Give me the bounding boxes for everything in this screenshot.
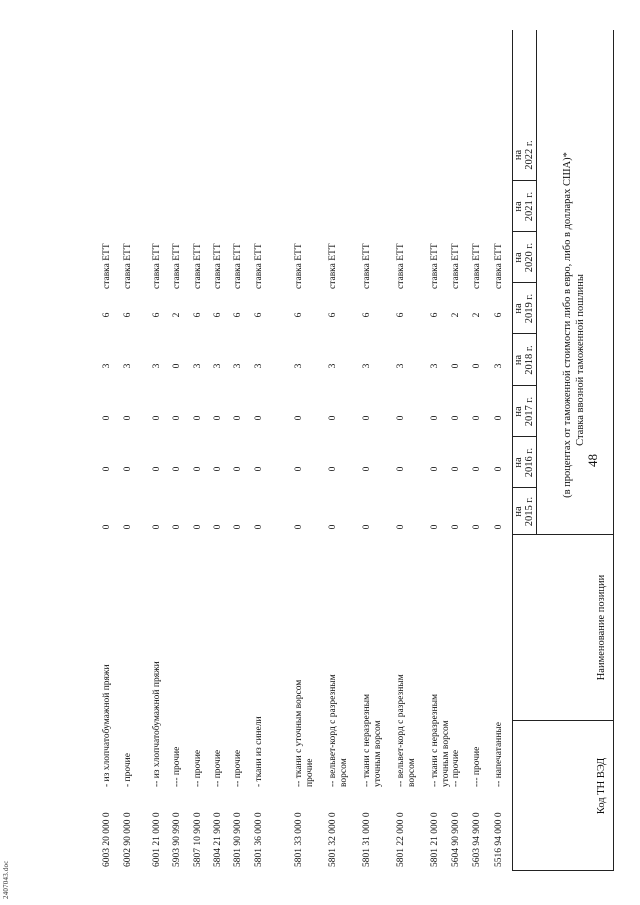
- rate-cell-2015: 0: [213, 524, 223, 530]
- rate-cell-ett: ставка ЕТТ: [152, 243, 162, 289]
- page-number: 48: [585, 454, 600, 467]
- year-header: [513, 490, 535, 533]
- rate-cell-2018: 3: [102, 363, 112, 369]
- rate-cell-2017: 0: [213, 415, 223, 421]
- rate-cell-ett: ставка ЕТТ: [233, 243, 243, 289]
- hs-code-cell: 5807 10 900 0: [193, 812, 203, 867]
- rate-cell-2018: 3: [152, 363, 162, 369]
- rate-cell-2015: 0: [472, 524, 482, 530]
- year-header: [513, 131, 535, 179]
- item-name-cell: --- прочие: [472, 746, 482, 787]
- rate-cell-2017: 0: [430, 415, 440, 421]
- header-rate-title: Ставка ввозной таможенной пошлины: [575, 274, 586, 446]
- rate-cell-2015: 0: [152, 524, 162, 530]
- rate-cell-2015: 0: [494, 524, 504, 530]
- year-header-label: 2022 г.: [524, 140, 535, 170]
- rate-cell-2015: 0: [172, 524, 182, 530]
- rate-cell-2017: 0: [451, 415, 461, 421]
- item-name-cell: -- напечатанные: [494, 722, 504, 787]
- hs-code-cell: 5516 94 000 0: [494, 812, 504, 867]
- item-name-cell: -- вельвет-корд с разрезным ворсом: [396, 674, 417, 787]
- rate-cell-2015: 0: [328, 524, 338, 530]
- rate-cell-2018: 3: [362, 363, 372, 369]
- rate-cell-2016: 0: [213, 466, 223, 472]
- rate-cell-2019: 2: [451, 312, 461, 318]
- code-name-divider: [512, 720, 613, 721]
- year-header: [513, 336, 535, 384]
- rate-cell-2018: 0: [451, 363, 461, 369]
- hs-code-cell: 6002 90 000 0: [123, 812, 133, 867]
- hs-code-cell: 5801 90 900 0: [233, 812, 243, 867]
- year-col-divider: [512, 282, 536, 283]
- table-top-line: [613, 30, 614, 871]
- rate-cell-ett: ставка ЕТТ: [254, 243, 264, 289]
- rate-cell-ett: ставка ЕТТ: [172, 243, 182, 289]
- year-col-divider: [512, 385, 536, 386]
- year-header-label: 2018 г.: [524, 345, 535, 375]
- year-header: [513, 183, 535, 230]
- rate-cell-2016: 0: [328, 466, 338, 472]
- rate-cell-2018: 3: [254, 363, 264, 369]
- item-name-cell: - ткани из синели: [254, 716, 264, 787]
- rate-cell-2016: 0: [494, 466, 504, 472]
- year-header-label: 2021 г.: [524, 191, 535, 222]
- item-name-cell: -- прочие: [451, 749, 461, 787]
- header-code: Код ТН ВЭД: [596, 757, 607, 815]
- rate-cell-2016: 0: [362, 466, 372, 472]
- rate-cell-2015: 0: [396, 524, 406, 530]
- year-col-divider: [512, 487, 536, 488]
- item-name-cell: - из хлопчатобумажной пряжи: [102, 664, 112, 787]
- rate-cell-2016: 0: [254, 466, 264, 472]
- rate-cell-2019: 2: [172, 312, 182, 318]
- rate-cell-2019: 2: [472, 312, 482, 318]
- rate-cell-2015: 0: [254, 524, 264, 530]
- rate-cell-2015: 0: [193, 524, 203, 530]
- rate-cell-2019: 6: [102, 312, 112, 318]
- hs-code-cell: 5903 90 990 0: [172, 812, 182, 867]
- year-header-prefix: на: [513, 303, 524, 314]
- hs-code-cell: 5804 21 900 0: [213, 812, 223, 867]
- year-header-label: 2017 г.: [524, 396, 535, 427]
- rate-cell-2017: 0: [328, 415, 338, 421]
- rate-cell-2018: 3: [396, 363, 406, 369]
- rate-cell-2016: 0: [233, 466, 243, 472]
- item-name-cell: --- прочие: [172, 746, 182, 787]
- item-name-cell: -- ткани с уточным ворсом прочие: [294, 679, 315, 787]
- rate-cell-2017: 0: [233, 415, 243, 421]
- rate-cell-2017: 0: [362, 415, 372, 421]
- item-name-cell: -- прочие: [193, 749, 203, 787]
- rate-cell-2019: 6: [328, 312, 338, 318]
- year-header-label: 2019 г.: [524, 293, 535, 324]
- year-header-prefix: на: [513, 406, 524, 417]
- item-name-cell: -- ткани с неразрезным уточным ворсом: [362, 693, 383, 787]
- year-col-divider: [512, 180, 536, 181]
- rate-cell-2018: 3: [430, 363, 440, 369]
- year-header-prefix: на: [513, 457, 524, 468]
- item-name-cell: -- прочие: [233, 749, 243, 787]
- rate-cell-2018: 0: [172, 363, 182, 369]
- item-name-cell: -- прочие: [213, 749, 223, 787]
- rate-cell-2019: 6: [233, 312, 243, 318]
- rate-cell-2019: 6: [152, 312, 162, 318]
- rate-cell-2016: 0: [430, 466, 440, 472]
- rate-cell-ett: ставка ЕТТ: [451, 243, 461, 289]
- hs-code-cell: 5801 22 000 0: [396, 812, 406, 867]
- rate-header-divider: [536, 30, 537, 535]
- year-header: [513, 234, 535, 281]
- rate-cell-2017: 0: [396, 415, 406, 421]
- rate-cell-2016: 0: [123, 466, 133, 472]
- rate-cell-2018: 0: [472, 363, 482, 369]
- header-bottom-line: [512, 30, 513, 871]
- rate-cell-2016: 0: [172, 466, 182, 472]
- rate-cell-ett: ставка ЕТТ: [102, 243, 112, 289]
- rate-cell-2019: 6: [254, 312, 264, 318]
- hs-code-cell: 5603 94 900 0: [472, 812, 482, 867]
- rate-cell-ett: ставка ЕТТ: [396, 243, 406, 289]
- rate-cell-2019: 6: [294, 312, 304, 318]
- rate-cell-2015: 0: [123, 524, 133, 530]
- rate-cell-2015: 0: [294, 524, 304, 530]
- year-header-prefix: на: [513, 149, 524, 161]
- year-col-divider: [512, 333, 536, 334]
- rate-cell-2015: 0: [102, 524, 112, 530]
- rate-cell-ett: ставка ЕТТ: [430, 243, 440, 289]
- rate-cell-2017: 0: [123, 415, 133, 421]
- header-rate-subtitle: (в процентах от таможенной стоимости либо в евро, либо в долларах США)*: [562, 152, 573, 498]
- rate-cell-2019: 6: [430, 312, 440, 318]
- hs-code-cell: 5604 90 900 0: [451, 812, 461, 867]
- rate-cell-2019: 6: [494, 312, 504, 318]
- year-header-prefix: на: [513, 201, 524, 212]
- rate-cell-2016: 0: [102, 466, 112, 472]
- rate-cell-2017: 0: [294, 415, 304, 421]
- document-file-id: 2407043.doc: [2, 860, 10, 899]
- table-left-line: [512, 870, 613, 871]
- rate-cell-ett: ставка ЕТТ: [213, 243, 223, 289]
- rate-cell-2019: 6: [213, 312, 223, 318]
- item-name-cell: -- ткани с неразрезным уточным ворсом: [430, 693, 451, 787]
- rate-cell-2017: 0: [172, 415, 182, 421]
- hs-code-cell: 5801 33 000 0: [294, 812, 304, 867]
- rate-cell-2016: 0: [472, 466, 482, 472]
- year-header-label: 2015 г.: [524, 496, 535, 527]
- item-name-cell: -- из хлопчатобумажной пряжи: [152, 661, 162, 787]
- rate-cell-2016: 0: [396, 466, 406, 472]
- rate-cell-2017: 0: [254, 415, 264, 421]
- rate-cell-2018: 3: [193, 363, 203, 369]
- rate-cell-2018: 3: [213, 363, 223, 369]
- item-name-cell: -- вельвет-корд с разрезным ворсом: [328, 674, 349, 787]
- year-header: [513, 388, 535, 435]
- year-col-divider: [512, 436, 536, 437]
- rate-cell-2017: 0: [494, 415, 504, 421]
- rate-cell-2015: 0: [362, 524, 372, 530]
- year-header: [513, 285, 535, 332]
- rate-cell-2015: 0: [430, 524, 440, 530]
- header-name: Наименование позиции: [596, 574, 607, 681]
- rate-cell-2018: 3: [233, 363, 243, 369]
- rate-cell-2016: 0: [451, 466, 461, 472]
- rate-cell-2019: 6: [123, 312, 133, 318]
- rate-cell-ett: ставка ЕТТ: [294, 243, 304, 289]
- rate-cell-2017: 0: [102, 415, 112, 421]
- rate-cell-2018: 3: [294, 363, 304, 369]
- name-rate-divider: [512, 534, 613, 535]
- rate-cell-ett: ставка ЕТТ: [123, 243, 133, 289]
- rate-cell-2018: 3: [328, 363, 338, 369]
- hs-code-cell: 5801 21 000 0: [430, 812, 440, 867]
- rate-cell-2015: 0: [451, 524, 461, 530]
- hs-code-cell: 6003 20 000 0: [102, 812, 112, 867]
- rate-cell-2018: 3: [494, 363, 504, 369]
- rate-cell-2016: 0: [294, 466, 304, 472]
- rate-cell-2016: 0: [193, 466, 203, 472]
- year-header-label: 2020 г.: [524, 242, 535, 273]
- year-header-prefix: на: [513, 506, 524, 517]
- rate-cell-2017: 0: [472, 415, 482, 421]
- rate-cell-2019: 6: [362, 312, 372, 318]
- item-name-cell: - прочие: [123, 753, 133, 787]
- rate-cell-2019: 6: [193, 312, 203, 318]
- rate-cell-ett: ставка ЕТТ: [362, 243, 372, 289]
- rate-cell-2018: 3: [123, 363, 133, 369]
- rate-cell-ett: ставка ЕТТ: [328, 243, 338, 289]
- year-header-label: 2016 г.: [524, 447, 535, 478]
- year-header-prefix: на: [513, 354, 524, 366]
- rate-cell-ett: ставка ЕТТ: [472, 243, 482, 289]
- rate-cell-2017: 0: [152, 415, 162, 421]
- hs-code-cell: 5801 36 000 0: [254, 812, 264, 867]
- hs-code-cell: 6001 21 000 0: [152, 812, 162, 867]
- hs-code-cell: 5801 32 000 0: [328, 812, 338, 867]
- rate-cell-2016: 0: [152, 466, 162, 472]
- year-col-divider: [512, 231, 536, 232]
- rate-cell-2015: 0: [233, 524, 243, 530]
- year-header-prefix: на: [513, 252, 524, 263]
- rate-cell-2017: 0: [193, 415, 203, 421]
- rate-cell-ett: ставка ЕТТ: [193, 243, 203, 289]
- rate-cell-ett: ставка ЕТТ: [494, 243, 504, 289]
- rate-cell-2019: 6: [396, 312, 406, 318]
- year-header: [513, 439, 535, 486]
- hs-code-cell: 5801 31 000 0: [362, 812, 372, 867]
